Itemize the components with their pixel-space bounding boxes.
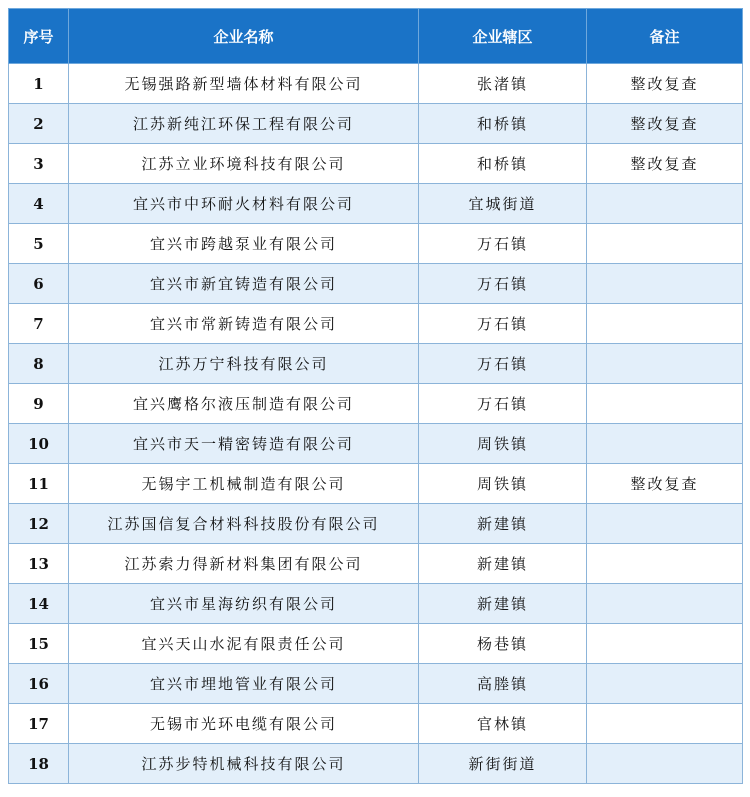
row-name: 宜兴市常新铸造有限公司 (69, 304, 419, 344)
row-note (587, 304, 743, 344)
table-row (9, 304, 743, 344)
table-row (9, 344, 743, 384)
row-name: 江苏索力得新材料集团有限公司 (69, 544, 419, 584)
row-no: 6 (9, 264, 69, 304)
row-no: 7 (9, 304, 69, 344)
table-row (9, 224, 743, 264)
header-name: 企业名称 (69, 9, 419, 64)
table-row (9, 144, 743, 184)
row-no: 14 (9, 584, 69, 624)
row-district: 张渚镇 (419, 64, 587, 104)
table-row (9, 64, 743, 104)
row-name: 宜兴市新宜铸造有限公司 (69, 264, 419, 304)
row-note (587, 384, 743, 424)
row-no: 5 (9, 224, 69, 264)
row-note (587, 224, 743, 264)
row-note (587, 184, 743, 224)
row-no: 11 (9, 464, 69, 504)
row-name: 江苏立业环境科技有限公司 (69, 144, 419, 184)
row-district: 万石镇 (419, 264, 587, 304)
row-no: 4 (9, 184, 69, 224)
row-name: 江苏万宁科技有限公司 (69, 344, 419, 384)
row-no: 9 (9, 384, 69, 424)
row-no: 12 (9, 504, 69, 544)
row-name: 宜兴市跨越泵业有限公司 (69, 224, 419, 264)
row-no: 13 (9, 544, 69, 584)
header-note: 备注 (587, 9, 743, 64)
row-district: 新建镇 (419, 504, 587, 544)
table-header-row (9, 9, 743, 64)
table-row (9, 384, 743, 424)
row-district: 周铁镇 (419, 424, 587, 464)
row-no: 1 (9, 64, 69, 104)
row-name: 宜兴市天一精密铸造有限公司 (69, 424, 419, 464)
row-name: 江苏步特机械科技有限公司 (69, 744, 419, 784)
row-district: 万石镇 (419, 384, 587, 424)
row-district: 周铁镇 (419, 464, 587, 504)
table-row (9, 704, 743, 744)
row-district: 高塍镇 (419, 664, 587, 704)
table-row (9, 544, 743, 584)
table-row (9, 424, 743, 464)
row-no: 10 (9, 424, 69, 464)
table-row (9, 624, 743, 664)
row-name: 江苏国信复合材料科技股份有限公司 (69, 504, 419, 544)
row-name: 江苏新纯江环保工程有限公司 (69, 104, 419, 144)
row-district: 新街街道 (419, 744, 587, 784)
row-name: 无锡宇工机械制造有限公司 (69, 464, 419, 504)
table-row (9, 504, 743, 544)
row-district: 新建镇 (419, 544, 587, 584)
row-name: 宜兴天山水泥有限责任公司 (69, 624, 419, 664)
enterprise-table (8, 8, 743, 784)
row-no: 2 (9, 104, 69, 144)
row-note: 整改复查 (587, 464, 743, 504)
table-row (9, 184, 743, 224)
row-note: 整改复查 (587, 144, 743, 184)
row-name: 宜兴市星海纺织有限公司 (69, 584, 419, 624)
row-district: 和桥镇 (419, 144, 587, 184)
row-note (587, 424, 743, 464)
row-no: 17 (9, 704, 69, 744)
row-note (587, 584, 743, 624)
row-no: 18 (9, 744, 69, 784)
enterprise-table-container (8, 8, 742, 784)
row-district: 新建镇 (419, 584, 587, 624)
row-district: 万石镇 (419, 344, 587, 384)
table-row (9, 664, 743, 704)
row-district: 官林镇 (419, 704, 587, 744)
row-note (587, 704, 743, 744)
row-note (587, 744, 743, 784)
row-note (587, 624, 743, 664)
table-row (9, 464, 743, 504)
table-row (9, 104, 743, 144)
row-note (587, 264, 743, 304)
row-district: 杨巷镇 (419, 624, 587, 664)
row-note (587, 344, 743, 384)
row-note: 整改复查 (587, 104, 743, 144)
table-row (9, 744, 743, 784)
row-name: 宜兴市中环耐火材料有限公司 (69, 184, 419, 224)
row-note (587, 544, 743, 584)
row-name: 无锡市光环电缆有限公司 (69, 704, 419, 744)
table-row (9, 264, 743, 304)
table-row (9, 584, 743, 624)
header-no: 序号 (9, 9, 69, 64)
row-name: 宜兴鹰格尔液压制造有限公司 (69, 384, 419, 424)
row-note: 整改复查 (587, 64, 743, 104)
row-district: 万石镇 (419, 304, 587, 344)
row-no: 16 (9, 664, 69, 704)
row-district: 和桥镇 (419, 104, 587, 144)
row-note (587, 664, 743, 704)
header-district: 企业辖区 (419, 9, 587, 64)
row-district: 宜城街道 (419, 184, 587, 224)
row-name: 宜兴市埋地管业有限公司 (69, 664, 419, 704)
row-name: 无锡强路新型墙体材料有限公司 (69, 64, 419, 104)
row-district: 万石镇 (419, 224, 587, 264)
row-note (587, 504, 743, 544)
row-no: 8 (9, 344, 69, 384)
row-no: 3 (9, 144, 69, 184)
row-no: 15 (9, 624, 69, 664)
